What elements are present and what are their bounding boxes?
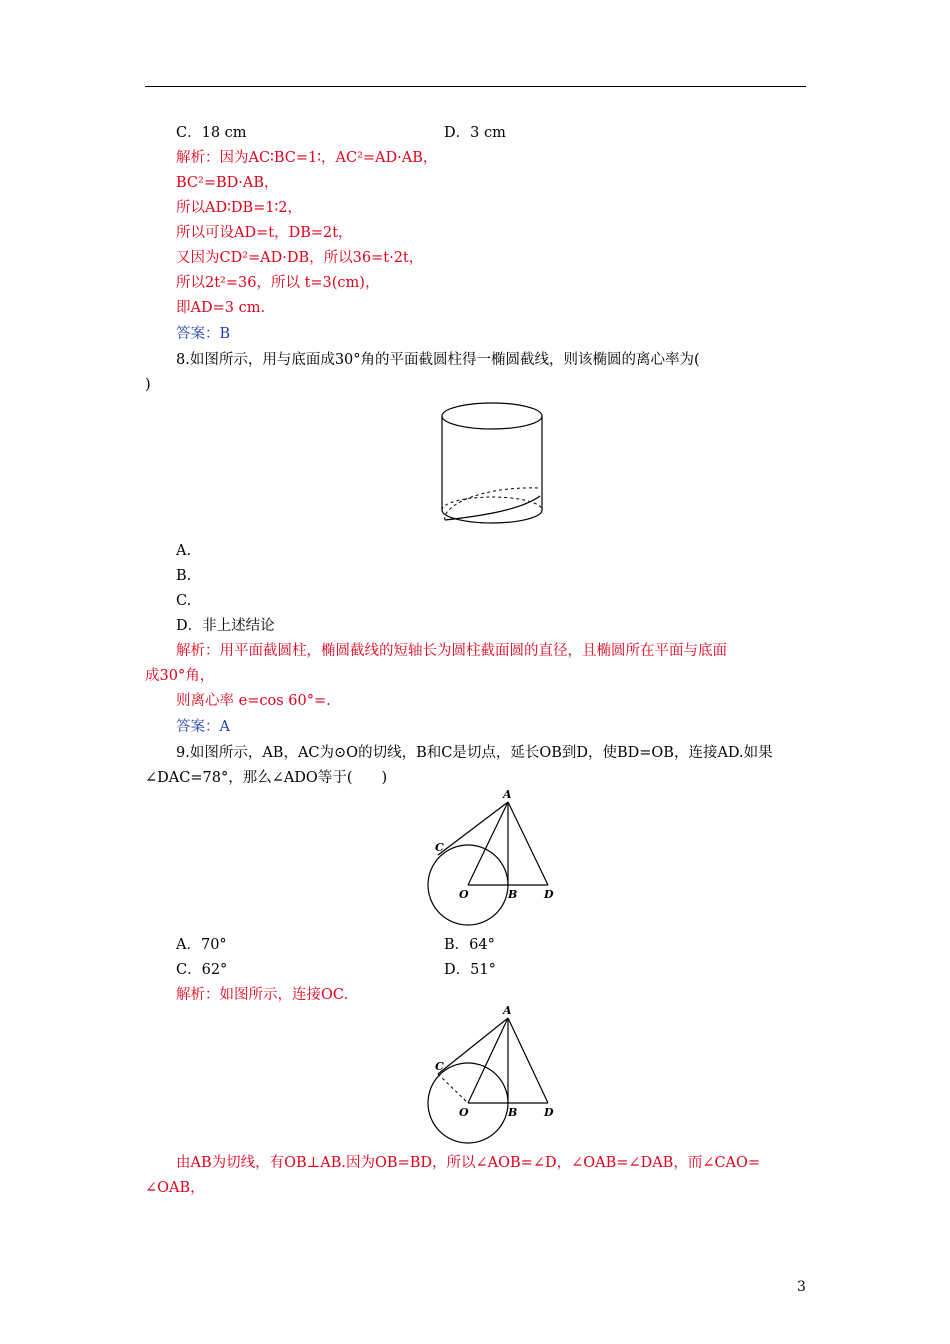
label-a: A <box>503 788 512 801</box>
q9-solution-line: 由AB为切线，有OB⊥AB.因为OB=BD，所以∠AOB=∠D，∠OAB=∠DAB，而∠CAO= <box>176 1155 761 1171</box>
q7-solution-line: 所以2t²=36，所以 t=3(cm)， <box>176 275 380 291</box>
q7-option-d: D．3 cm <box>444 125 506 141</box>
q8-option-a: A. <box>176 543 192 559</box>
q9-solution-line: 解析：如图所示，连接OC. <box>176 987 349 1003</box>
q7-solution-line: BC²=BD·AB， <box>176 175 279 191</box>
q8-answer: 答案：A <box>176 719 230 735</box>
label-b: B <box>508 888 518 901</box>
q9-option-d: D．51° <box>444 962 496 978</box>
q7-solution-line: 又因为CD²=AD·DB，所以36=t·2t， <box>176 250 424 266</box>
q7-solution-line: 即AD=3 cm. <box>176 300 266 316</box>
label-a: A <box>503 1004 512 1017</box>
cylinder-figure <box>436 398 548 532</box>
label-o: O <box>459 1106 469 1119</box>
q8-option-b: B. <box>176 568 192 584</box>
label-d: D <box>544 888 554 901</box>
tangent-circle-figure <box>424 788 564 928</box>
q7-answer: 答案：B <box>176 326 231 342</box>
header-rule <box>145 86 806 87</box>
label-b: B <box>508 1106 518 1119</box>
q9-option-b: B．64° <box>444 937 495 953</box>
q9-stem: 9.如图所示，AB，AC为⊙O的切线，B和C是切点，延长OB到D，使BD=OB，连接AD.如果 <box>176 745 773 761</box>
label-c: C <box>435 1060 444 1073</box>
q9-option-a: A．70° <box>176 937 227 953</box>
q7-solution-line: 解析：因为AC∶BC=1∶，AC²=AD·AB， <box>176 150 438 166</box>
label-o: O <box>459 888 469 901</box>
q7-option-c: C．18 cm <box>176 125 247 141</box>
q8-option-d: D．非上述结论 <box>176 618 275 634</box>
q8-solution-line: 则离心率 e=cos 60°=. <box>176 693 331 709</box>
q8-solution-line: 解析：用平面截圆柱，椭圆截线的短轴长为圆柱截面圆的直径，且椭圆所在平面与底面 <box>176 643 727 659</box>
q8-solution-line: 成30°角， <box>145 668 215 684</box>
q7-solution-line: 所以可设AD=t，DB=2t， <box>176 225 353 241</box>
page-number: 3 <box>797 1279 806 1295</box>
tangent-circle-solution-figure <box>424 1004 564 1144</box>
q7-solution-line: 所以AD∶DB=1∶2， <box>176 200 303 216</box>
q9-solution-line: ∠OAB， <box>145 1180 205 1196</box>
q9-stem-cont: ∠DAC=78°，那么∠ADO等于( ) <box>145 770 388 786</box>
label-c: C <box>435 841 444 854</box>
q8-stem-cont: ) <box>145 377 151 393</box>
q8-stem: 8.如图所示，用与底面成30°角的平面截圆柱得一椭圆截线，则该椭圆的离心率为( <box>176 352 700 368</box>
q8-option-c: C. <box>176 593 192 609</box>
q9-option-c: C．62° <box>176 962 228 978</box>
label-d: D <box>544 1106 554 1119</box>
